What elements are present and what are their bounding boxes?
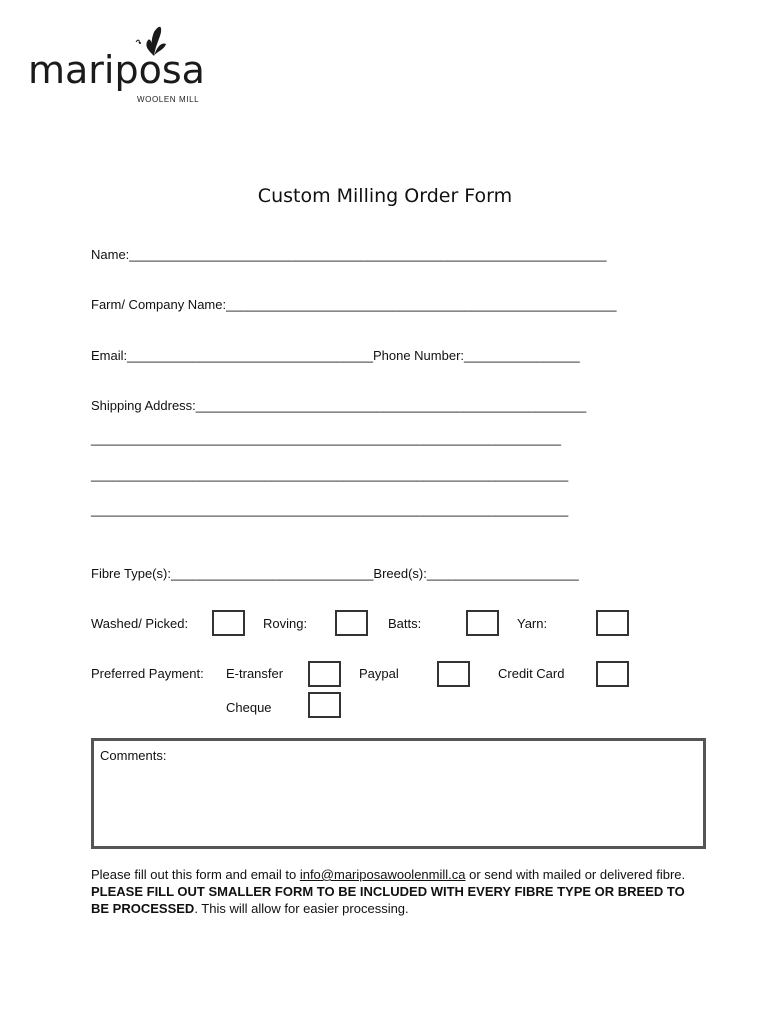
phone-label: Phone Number: (372, 348, 465, 363)
paypal-label: Paypal (359, 666, 399, 681)
email-blank[interactable]: __________________________________ (127, 348, 373, 363)
batts-label: Batts: (388, 616, 422, 631)
name-label: Name: (91, 247, 130, 262)
breed-label: Breed(s): (373, 566, 427, 581)
footer-text-post: . This will allow for easier processing. (194, 901, 409, 916)
cheque-label: Cheque (226, 700, 272, 715)
footer-text-pre: Please fill out this form and email to (91, 867, 300, 882)
breed-blank[interactable]: _____________________ (426, 566, 579, 581)
etransfer-label: E-transfer (226, 666, 284, 681)
mariposa-logo (28, 22, 213, 108)
email-label: Email: (91, 348, 128, 363)
comments-label: Comments: (100, 748, 167, 763)
footer-instructions (91, 866, 691, 917)
paypal-checkbox[interactable] (437, 661, 470, 687)
yarn-label: Yarn: (517, 616, 548, 631)
name-blank[interactable]: __________________________________________________________________ (129, 247, 607, 262)
page-title: Custom Milling Order Form (257, 185, 513, 207)
footer-text-mid: or send with mailed or delivered fibre. (465, 867, 686, 882)
farm-field[interactable] (91, 297, 617, 312)
name-field[interactable] (91, 247, 606, 262)
email-field[interactable] (91, 348, 580, 363)
footer-bold-notice: PLEASE FILL OUT SMALLER FORM TO BE INCLUDED WITH EVERY FIBRE TYPE OR BREED TO BE PROCESSED (91, 884, 685, 916)
farm-label: Farm/ Company Name: (91, 297, 227, 312)
fibre-label: Fibre Type(s): (91, 566, 171, 581)
logo-wordmark: mariposa (28, 48, 205, 92)
roving-label: Roving: (263, 616, 308, 631)
payment-label: Preferred Payment: (91, 666, 204, 681)
fibre-field[interactable] (91, 566, 579, 581)
yarn-checkbox[interactable] (596, 610, 629, 636)
credit-card-checkbox[interactable] (596, 661, 629, 687)
credit-card-label: Credit Card (498, 666, 565, 681)
etransfer-checkbox[interactable] (308, 661, 341, 687)
cheque-checkbox[interactable] (308, 692, 341, 718)
email-link[interactable]: info@mariposawoolenmill.ca (299, 867, 466, 882)
comments-box[interactable] (91, 738, 706, 849)
washed-label: Washed/ Picked: (91, 616, 189, 631)
shipping-blank[interactable]: ______________________________________________________ (195, 398, 587, 413)
shipping-line-2[interactable]: _________________________________________________________________ (91, 431, 561, 446)
farm-blank[interactable]: ______________________________________________________ (226, 297, 617, 312)
shipping-label: Shipping Address: (91, 398, 196, 413)
shipping-line-4[interactable]: __________________________________________________________________ (91, 502, 569, 517)
roving-checkbox[interactable] (335, 610, 368, 636)
shipping-field[interactable] (91, 398, 586, 413)
phone-blank[interactable]: ________________ (464, 348, 580, 363)
batts-checkbox[interactable] (466, 610, 499, 636)
shipping-line-3[interactable]: __________________________________________________________________ (91, 467, 569, 482)
logo-subtitle: WOOLEN MILL (137, 95, 200, 104)
fibre-blank[interactable]: ____________________________ (170, 566, 374, 581)
washed-checkbox[interactable] (212, 610, 245, 636)
